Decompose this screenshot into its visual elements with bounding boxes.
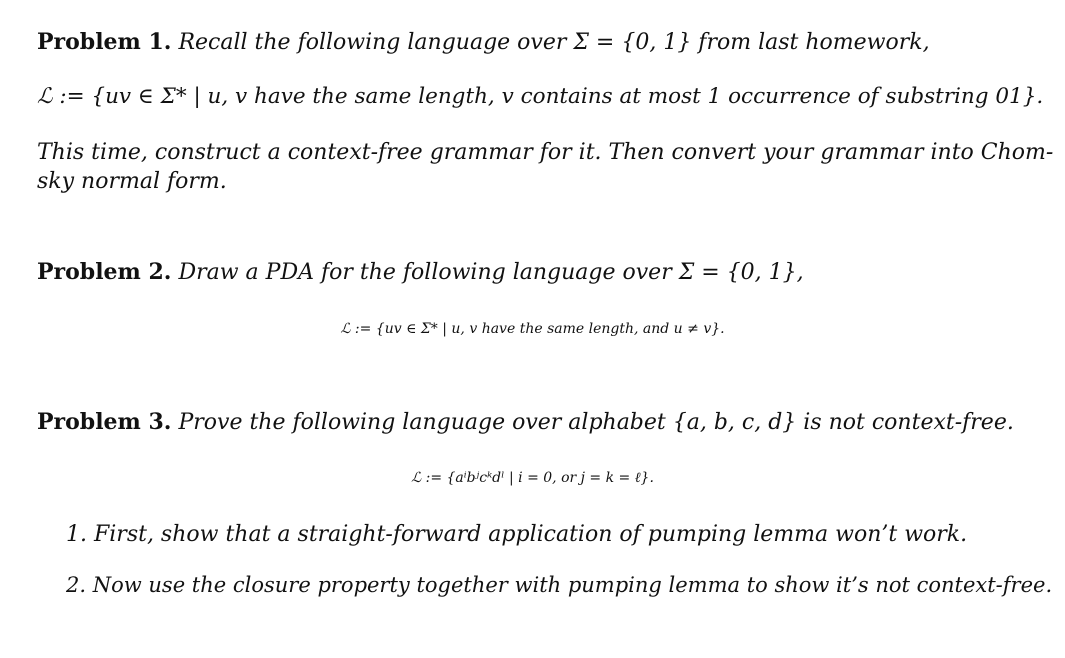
problem-1-intro: Recall the following language over Σ = {0, 1} from last homework,: [178, 30, 930, 55]
problem-3-item-2: [66, 571, 1052, 599]
problem-3-intro: Prove the following language over alphabet {a, b, c, d} is not context-free.: [178, 410, 1014, 435]
list-item-number: 2.: [66, 573, 87, 597]
list-item-text: Now use the closure property together with pumping lemma to show it’s not context-free.: [92, 573, 1053, 597]
problem-2-intro: Draw a PDA for the following language over Σ = {0, 1},: [178, 260, 804, 285]
list-item-text: First, show that a straight-forward application of pumping lemma won’t work.: [94, 522, 968, 547]
problem-2-header: [37, 258, 804, 287]
problem-1-header: [37, 28, 930, 57]
problem-3-header: [37, 408, 1014, 437]
problem-1-task-line-2: sky normal form.: [37, 169, 227, 194]
problem-3-item-1: [66, 521, 967, 549]
problem-2-heading: Problem 2.: [37, 259, 172, 285]
problem-1-definition: ℒ := {uv ∈ Σ* | u, v have the same length, v contains at most 1 occurrence of substring 01}.: [37, 84, 1044, 109]
problem-2-definition: ℒ := {uv ∈ Σ* | u, v have the same length, and u ≠ v}.: [340, 321, 725, 337]
problem-1-heading: Problem 1.: [37, 29, 172, 55]
problem-1-task-line-1: This time, construct a context-free grammar for it. Then convert your grammar into Chom-: [37, 140, 1054, 165]
problem-3-heading: Problem 3.: [37, 409, 172, 435]
problem-3-definition: ℒ := {aⁱbʲcᵏdˡ | i = 0, or j = k = ℓ}.: [411, 470, 654, 486]
list-item-number: 1.: [66, 522, 87, 547]
